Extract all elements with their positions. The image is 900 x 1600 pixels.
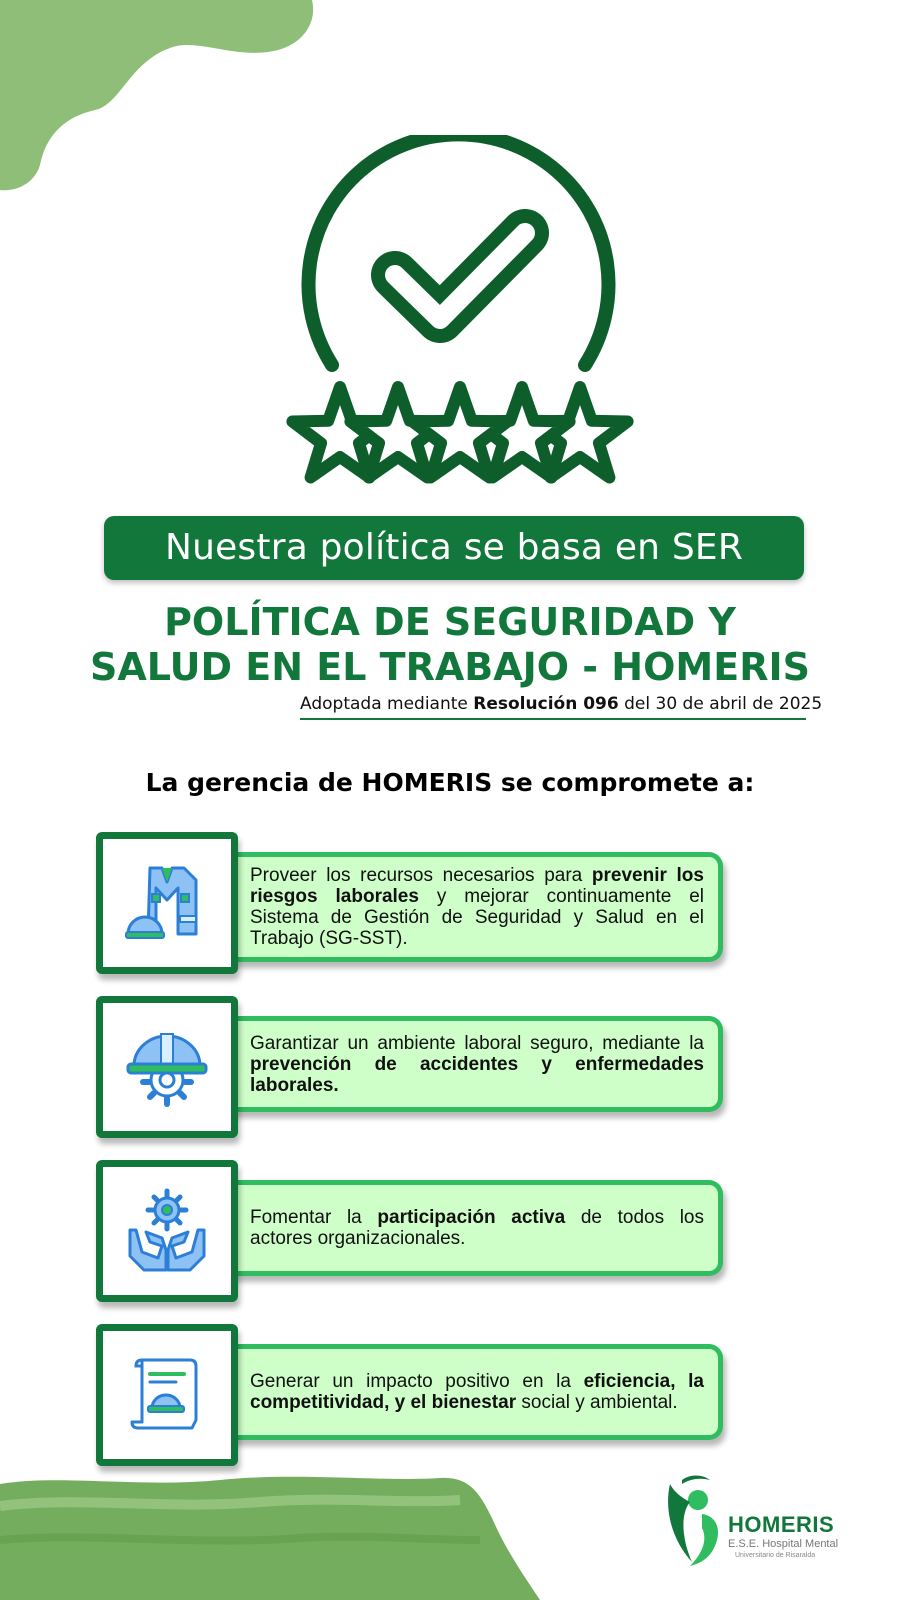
commitment-text-card <box>226 852 723 962</box>
commitment-item <box>96 1160 736 1300</box>
decorative-blob-top <box>0 0 320 200</box>
document-helmet-icon <box>122 1350 212 1440</box>
subtitle-resolution: Resolución 096 <box>473 694 619 714</box>
commitment-text-card <box>226 1016 723 1112</box>
commitment-item <box>96 996 736 1136</box>
commitment-text: Proveer los recursos necesarios para prevenir los riesgos laborales y mejorar continuamente el Sistema de Gestión de Seguridad y Salud en el Trabajo (SG-SST). <box>250 865 705 949</box>
helmet-gear-icon <box>122 1022 212 1112</box>
title-line-2: SALUD EN EL TRABAJO - HOMERIS <box>90 645 810 689</box>
logo-subtitle: E.S.E. Hospital Mental <box>728 1538 839 1550</box>
decorative-blob-bottom <box>0 1470 560 1600</box>
safety-vest-helmet-icon <box>122 858 212 948</box>
page-title <box>60 600 840 690</box>
commitment-text: Fomentar la participación activa de todos los actores organizacionales. <box>250 1207 705 1249</box>
homeris-logo-icon <box>662 1470 732 1570</box>
commitment-heading: La gerencia de HOMERIS se compromete a: <box>145 768 755 797</box>
resolution-subtitle <box>300 694 823 720</box>
icon-box <box>96 832 238 974</box>
hands-gear-icon <box>122 1186 212 1276</box>
commitment-text-card <box>226 1344 723 1440</box>
banner-text: Nuestra política se basa en SER <box>164 527 744 568</box>
title-line-1: POLÍTICA DE SEGURIDAD Y <box>164 600 736 644</box>
check-stars-icon <box>280 135 640 505</box>
subtitle-suffix: del 30 de abril de 2025 <box>618 694 823 714</box>
logo-name: HOMERIS <box>728 1512 835 1537</box>
commitment-text: Garantizar un ambiente laboral seguro, mediante la prevención de accidentes y enfermedades laborales. <box>250 1032 704 1096</box>
logo-subtitle-2: Universitario de Risaralda <box>735 1552 816 1559</box>
icon-box <box>96 996 238 1138</box>
policy-banner <box>104 516 804 580</box>
icon-box <box>96 1160 238 1302</box>
icon-box <box>96 1324 238 1466</box>
subtitle-prefix: Adoptada mediante <box>300 694 474 714</box>
commitment-text: Generar un impacto positivo en la eficiencia, la competitividad, y el bienestar social y ambiental. <box>250 1371 704 1413</box>
commitment-item <box>96 1324 736 1464</box>
commitment-text-card <box>226 1180 723 1276</box>
commitment-item <box>96 832 736 972</box>
